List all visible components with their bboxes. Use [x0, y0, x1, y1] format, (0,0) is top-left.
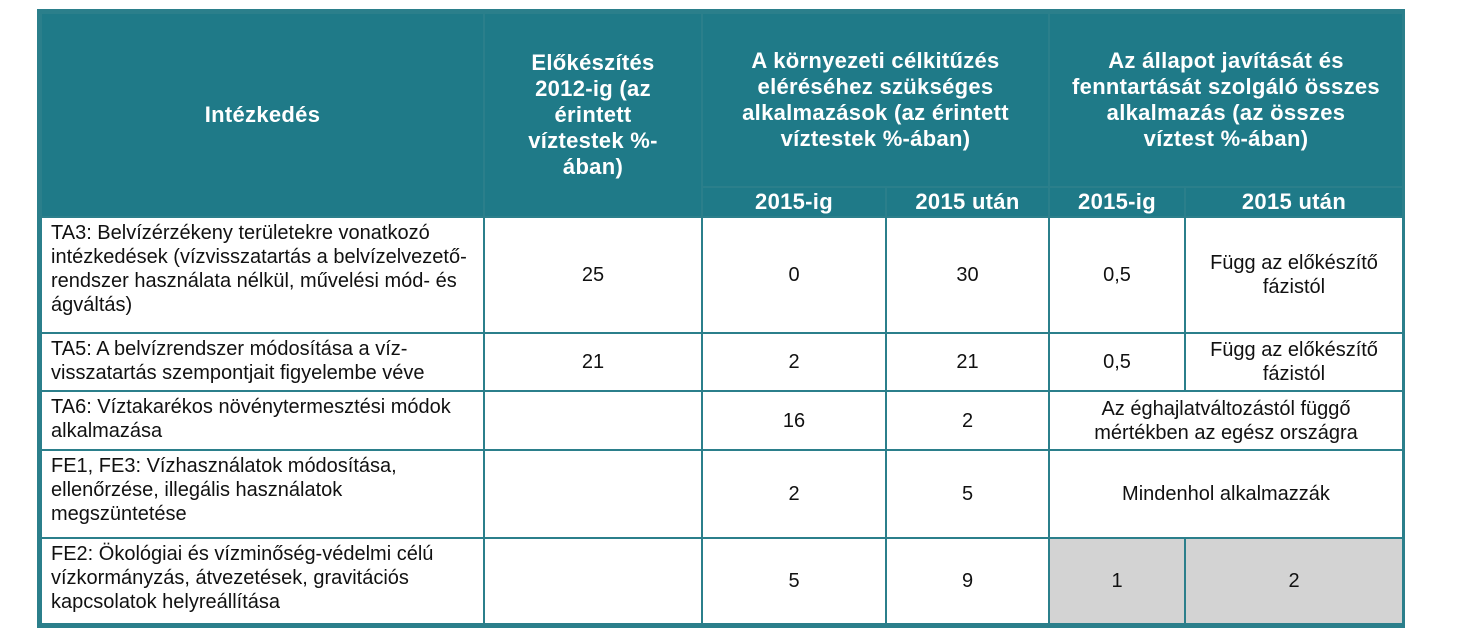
header-env-until-2015: 2015-ig [702, 187, 886, 217]
env-until-2015-value: 2 [702, 450, 886, 538]
table-row [41, 391, 1403, 450]
env-after-2015-value: 5 [886, 450, 1049, 538]
all-after-2015-value: Függ az előkészítő fázistól [1185, 333, 1403, 392]
prep-value [484, 391, 702, 450]
header-preparation: Előkészítés 2012-ig (az érintett víztestek %-ában) [484, 13, 702, 217]
all-after-2015-value: Függ az előkészítő fázistól [1185, 217, 1403, 332]
measure-name: FE1, FE3: Vízhasználatok módosítása, ellenőrzése, illegális használatok megszüntetése [41, 450, 484, 538]
all-until-2015-value: 0,5 [1049, 217, 1185, 332]
header-all-after-2015: 2015 után [1185, 187, 1403, 217]
header-environmental-goal: A környezeti célkitűzés eléréséhez szükséges alkalmazások (az érintett víztestek %-ában) [702, 13, 1049, 187]
all-applications-merged-value: Mindenhol alkalmazzák [1049, 450, 1403, 538]
header-all-until-2015: 2015-ig [1049, 187, 1185, 217]
env-after-2015-value: 2 [886, 391, 1049, 450]
env-after-2015-value: 9 [886, 538, 1049, 624]
measure-name: TA3: Belvízérzékeny területekre vonatkozó intézkedések (vízvisszatartás a belvízelvezető-rendszer használata nélkül, művelési mód- és ágváltás) [41, 217, 484, 332]
measure-name: TA6: Víztakarékos növénytermesztési módok alkalmazása [41, 391, 484, 450]
table-row [41, 217, 1403, 332]
all-applications-merged-value: Az éghajlatváltozástól függő mértékben az egész országra [1049, 391, 1403, 450]
env-after-2015-value: 21 [886, 333, 1049, 392]
table-row [41, 450, 1403, 538]
prep-value [484, 450, 702, 538]
env-after-2015-value: 30 [886, 217, 1049, 332]
table-row [41, 538, 1403, 624]
prep-value [484, 538, 702, 624]
env-until-2015-value: 5 [702, 538, 886, 624]
prep-value: 25 [484, 217, 702, 332]
measures-table [40, 12, 1404, 625]
table-row [41, 333, 1403, 392]
env-until-2015-value: 0 [702, 217, 886, 332]
header-all-applications: Az állapot javítását és fenntartását szolgáló összes alkalmazás (az összes víztest %-ában) [1049, 13, 1403, 187]
all-until-2015-value: 1 [1049, 538, 1185, 624]
all-after-2015-value: 2 [1185, 538, 1403, 624]
measures-table-frame [37, 9, 1405, 628]
all-until-2015-value: 0,5 [1049, 333, 1185, 392]
prep-value: 21 [484, 333, 702, 392]
measure-name: FE2: Ökológiai és vízminőség-védelmi célú vízkormányzás, átvezetések, gravitációs kapcsolatok helyreállítása [41, 538, 484, 624]
env-until-2015-value: 16 [702, 391, 886, 450]
header-measure: Intézkedés [41, 13, 484, 217]
measure-name: TA5: A belvízrendszer módosítása a víz-visszatartás szempontjait figyelembe véve [41, 333, 484, 392]
header-env-after-2015: 2015 után [886, 187, 1049, 217]
env-until-2015-value: 2 [702, 333, 886, 392]
